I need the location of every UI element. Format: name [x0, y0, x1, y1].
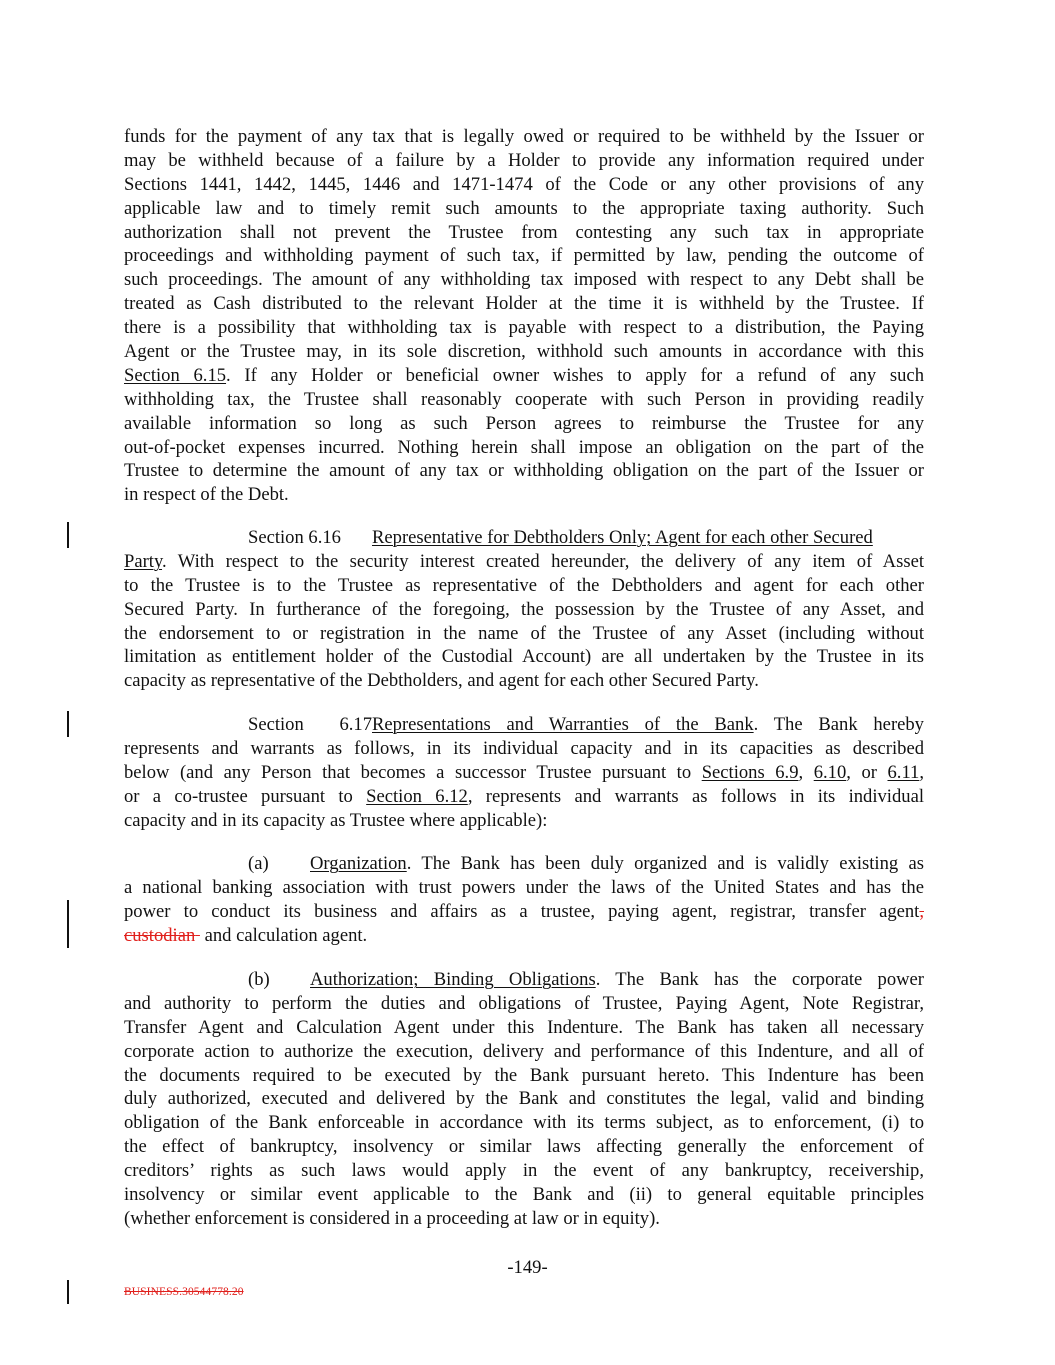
section-reference-link[interactable]: Sections 6.9 — [701, 761, 799, 783]
section-reference-link[interactable]: 6.11 — [887, 761, 920, 783]
section-6-17 — [124, 713, 924, 832]
text-line: a national banking association with trust powers under the laws of the United States and has the — [124, 876, 924, 898]
text-line — [124, 550, 924, 574]
text-line — [124, 364, 924, 388]
subsection-heading-line — [124, 968, 924, 992]
text-line: treated as Cash distributed to the relevant Holder at the time it is withheld by the Trustee. If — [124, 293, 924, 315]
section-number: Section 6.17 — [248, 714, 372, 735]
text-line: Trustee to determine the amount of any tax or withholding obligation on the part of the Issuer or — [124, 460, 924, 482]
page-number: -149- — [507, 1257, 548, 1278]
text-line: Transfer Agent and Calculation Agent under this Indenture. The Bank has taken all necessary — [124, 1016, 924, 1038]
text-fragment: , — [798, 761, 814, 783]
deleted-text — [124, 925, 200, 946]
deleted-word: custodian — [124, 924, 196, 946]
text-line: limitation as entitlement holder of the Custodial Account) are all undertaken by the Trustee in its — [124, 646, 924, 668]
text-line — [124, 924, 924, 948]
paragraph-withholding-tax — [124, 125, 924, 507]
text-fragment: , or — [846, 761, 888, 783]
text-fragment: and calculation agent. — [199, 924, 368, 946]
text-line: in respect of the Debt. — [124, 484, 289, 506]
section-heading-line — [124, 713, 924, 737]
text-line: such proceedings. The amount of any withholding tax imposed with respect to any Debt shall be — [124, 269, 924, 291]
text-line: Secured Party. In furtherance of the foregoing, the possession by the Trustee of any Asset, and — [124, 598, 924, 620]
text-line: capacity and in its capacity as Trustee where applicable): — [124, 809, 548, 831]
text-line — [124, 900, 924, 924]
text-line: the documents required to be executed by the Bank pursuant hereto. This Indenture has been — [124, 1064, 924, 1086]
change-bar — [67, 522, 69, 548]
deleted-text: , — [919, 900, 924, 922]
text-fragment: . If any Holder or beneficial owner wishes to apply for a refund of any such — [226, 364, 924, 386]
subsection-b-authorization — [124, 968, 924, 1231]
text-line: the endorsement to or registration in the name of the Trustee of any Asset (including without — [124, 622, 924, 644]
subsection-label: (b) — [248, 969, 270, 990]
subsection-heading-line — [124, 852, 924, 876]
subsection-a-organization — [124, 852, 924, 948]
section-heading-line — [124, 526, 924, 550]
section-heading: Representative for Debtholders Only; Agent for each other Secured — [372, 527, 873, 548]
text-fragment: , — [919, 761, 925, 783]
text-line: there is a possibility that withholding tax is payable with respect to a distribution, the Paying — [124, 317, 924, 339]
text-line: applicable law and to timely remit such amounts to the appropriate taxing authority. Such — [124, 197, 924, 219]
subsection-heading: Authorization; Binding Obligations — [310, 969, 596, 990]
section-heading-continued: Party — [124, 550, 163, 572]
text-line: obligation of the Bank enforceable in accordance with its terms subject, as to enforcement, (i) to — [124, 1112, 924, 1134]
change-bar — [67, 1280, 69, 1304]
text-line: may be withheld because of a failure by a Holder to provide any information required under — [124, 149, 924, 171]
text-line: and authority to perform the duties and obligations of Trustee, Paying Agent, Note Registrar, — [124, 992, 924, 1014]
section-reference-link[interactable]: Section 6.12 — [366, 785, 468, 807]
section-reference-link[interactable]: 6.10 — [813, 761, 847, 783]
text-line: authorization shall not prevent the Trustee from contesting any such tax in appropriate — [124, 221, 924, 243]
subsection-heading: Organization — [310, 853, 407, 874]
section-number: Section 6.16 — [248, 527, 341, 548]
text-line: Agent or the Trustee may, in its sole discretion, withhold such amounts in accordance with this — [124, 341, 924, 363]
text-fragment: or a co-trustee pursuant to — [124, 785, 367, 807]
text-line: (whether enforcement is considered in a proceeding at law or in equity). — [124, 1207, 660, 1229]
text-fragment: , represents and warrants as follows in its individual — [467, 785, 924, 807]
text-line: funds for the payment of any tax that is legally owed or required to be withheld by the Issuer or — [124, 126, 924, 147]
subsection-label: (a) — [248, 853, 269, 874]
text-line: available information so long as such Person agrees to reimburse the Trustee for any — [124, 412, 924, 434]
text-line: duly authorized, executed and delivered by the Bank and constitutes the legal, valid and binding — [124, 1088, 924, 1110]
text-line: to the Trustee is to the Trustee as representative of the Debtholders and agent for each other — [124, 574, 924, 596]
text-line — [124, 785, 924, 809]
document-id-footer: BUSINESS.30544778.20 — [124, 1286, 244, 1298]
section-heading: Representations and Warranties of the Bank — [372, 714, 754, 735]
text-fragment: . With respect to the security interest created hereunder, the delivery of any item of Asset — [162, 550, 924, 572]
text-line: out-of-pocket expenses incurred. Nothing herein shall impose an obligation on the part of the — [124, 436, 924, 458]
text-fragment: power to conduct its business and affairs as a trustee, paying agent, registrar, transfer agent — [124, 900, 920, 922]
text-line: withholding tax, the Trustee shall reasonably cooperate with such Person in providing readily — [124, 388, 924, 410]
text-line: creditors’ rights as such laws would apply in the event of any bankruptcy, receivership, — [124, 1160, 924, 1182]
text-fragment: . The Bank has the corporate power — [595, 969, 924, 990]
section-reference-link[interactable]: Section 6.15 — [124, 364, 227, 386]
text-fragment: . The Bank hereby — [753, 714, 924, 735]
text-line: corporate action to authorize the execution, delivery and performance of this Indenture, and all of — [124, 1040, 924, 1062]
text-line: proceedings and withholding payment of such tax, if permitted by law, pending the outcome of — [124, 245, 924, 267]
text-line: capacity as representative of the Debtholders, and agent for each other Secured Party. — [124, 670, 759, 692]
text-line: the effect of bankruptcy, insolvency or similar laws affecting generally the enforcement of — [124, 1136, 924, 1158]
text-line: represents and warrants as follows, in its individual capacity and in its capacities as described — [124, 737, 924, 759]
section-6-16 — [124, 526, 924, 693]
text-fragment: below (and any Person that becomes a successor Trustee pursuant to — [124, 761, 702, 783]
text-line: insolvency or similar event applicable to the Bank and (ii) to general equitable principles — [124, 1184, 924, 1206]
change-bar — [67, 711, 69, 737]
text-fragment: . The Bank has been duly organized and is validly existing as — [406, 853, 924, 874]
text-line — [124, 761, 924, 785]
text-line: Sections 1441, 1442, 1445, 1446 and 1471-1474 of the Code or any other provisions of any — [124, 173, 924, 195]
change-bar — [67, 900, 69, 948]
